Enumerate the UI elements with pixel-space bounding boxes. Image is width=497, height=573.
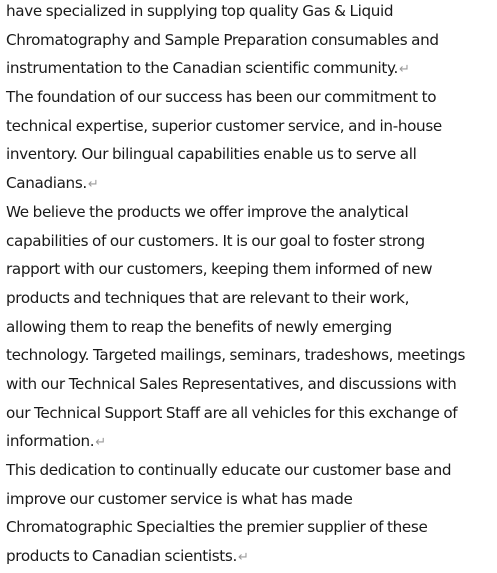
text-line-content: instrumentation to the Canadian scientific community. [6,59,398,78]
text-line: with our Technical Sales Representatives, and discussions with [6,374,457,393]
paragraph-foundation [6,83,496,198]
text-line: We believe the products we offer improve the analytical [6,202,409,221]
text-line [6,169,496,198]
text-line: technology. Targeted mailings, seminars, tradeshows, meetings [6,346,466,365]
text-line-content: Canadians. [6,174,87,193]
text-line: technical expertise, superior customer service, and in-house [6,116,442,135]
text-line [6,54,496,83]
text-line: Chromatography and Sample Preparation consumables and [6,30,439,49]
paragraph-mark-icon: ↵ [398,62,410,78]
text-line-content: products to Canadian scientists. [6,547,237,566]
text-line: capabilities of our customers. It is our goal to foster strong [6,231,425,250]
text-line: our Technical Support Staff are all vehicles for this exchange of [6,403,458,422]
text-line: The foundation of our success has been our commitment to [6,88,437,107]
text-line: have specialized in supplying top quality Gas & Liquid [6,2,394,20]
paragraph-dedication [6,456,496,571]
document-body [6,0,496,571]
text-line: Chromatographic Specialties the premier supplier of these [6,518,428,537]
text-line: This dedication to continually educate our customer base and [6,461,452,479]
paragraph-mark-icon: ↵ [87,177,99,193]
text-line-content: information. [6,432,95,451]
paragraph-products [6,198,496,456]
text-line: products and techniques that are relevant to their work, [6,288,410,307]
paragraph-specialization [6,0,496,83]
text-line [6,427,496,456]
text-line: rapport with our customers, keeping them informed of new [6,260,433,279]
paragraph-mark-icon: ↵ [95,435,106,451]
text-line: improve our customer service is what has made [6,489,353,508]
text-line: inventory. Our bilingual capabilities enable us to serve all [6,145,417,164]
text-line [6,542,496,571]
paragraph-mark-icon: ↵ [237,550,249,566]
text-line: allowing them to reap the benefits of newly emerging [6,317,392,336]
